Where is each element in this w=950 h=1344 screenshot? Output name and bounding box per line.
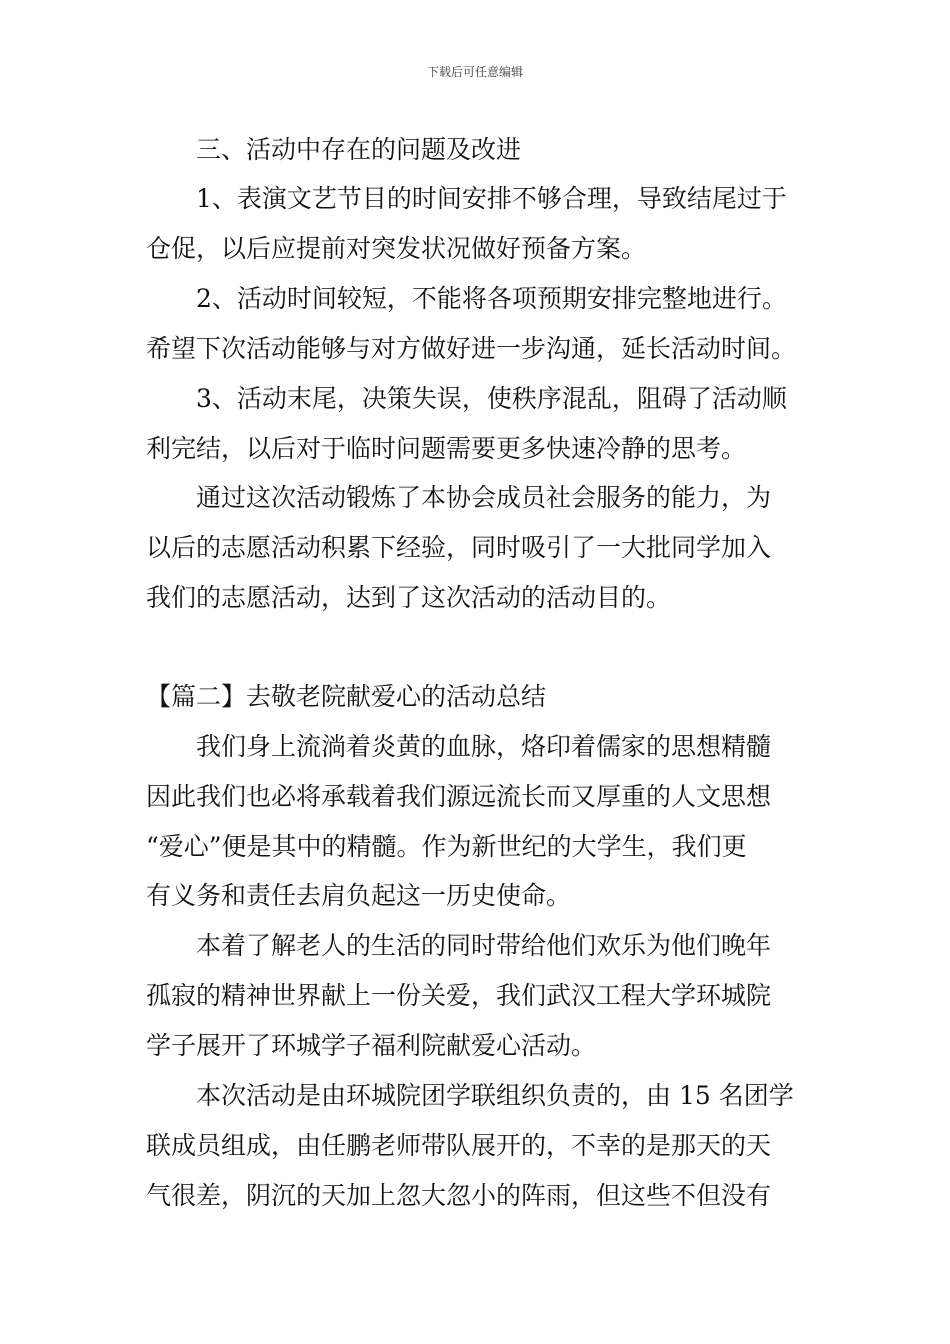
text-line: 我们的志愿活动，达到了这次活动的活动目的。 (146, 583, 672, 612)
text-line: 通过这次活动锻炼了本协会成员社会服务的能力，为 (196, 483, 772, 512)
text-line: 本次活动是由环城院团学联组织负责的，由 15 名团学 (196, 1081, 794, 1110)
text-line: 联成员组成，由任鹏老师带队展开的，不幸的是那天的天 (146, 1131, 772, 1160)
text-line: 我们身上流淌着炎黄的血脉，烙印着儒家的思想精髓 (196, 732, 772, 761)
text-line: 仓促，以后应提前对突发状况做好预备方案。 (146, 234, 647, 263)
text-line: 学子展开了环城学子福利院献爱心活动。 (146, 1031, 597, 1060)
text-line: 利完结，以后对于临时问题需要更多快速冷静的思考。 (146, 434, 747, 463)
text-line: 3、活动末尾，决策失误，使秩序混乱，阻碍了活动顺 (196, 384, 787, 413)
text-line: 希望下次活动能够与对方做好进一步沟通，延长活动时间。 (146, 334, 797, 363)
text-line: 因此我们也必将承载着我们源远流长而又厚重的人文思想 (146, 782, 772, 811)
text-line: 2、活动时间较短，不能将各项预期安排完整地进行。 (196, 284, 787, 313)
article-title: 【篇二】去敬老院献爱心的活动总结 (146, 682, 547, 711)
page-header: 下载后可任意编辑 (426, 65, 523, 79)
text-line: 气很差，阴沉的天加上忽大忽小的阵雨，但这些不但没有 (146, 1181, 772, 1210)
section-heading: 三、活动中存在的问题及改进 (196, 135, 522, 164)
text-line: 本着了解老人的生活的同时带给他们欢乐为他们晚年 (196, 931, 772, 960)
text-line: 有义务和责任去肩负起这一历史使命。 (146, 881, 572, 910)
text-line: 以后的志愿活动积累下经验，同时吸引了一大批同学加入 (146, 533, 772, 562)
text-line: 1、表演文艺节目的时间安排不够合理，导致结尾过于 (196, 184, 787, 213)
text-line: “爱心”便是其中的精髓。作为新世纪的大学生，我们更 (146, 832, 747, 861)
text-line: 孤寂的精神世界献上一份关爱，我们武汉工程大学环城院 (146, 981, 772, 1010)
